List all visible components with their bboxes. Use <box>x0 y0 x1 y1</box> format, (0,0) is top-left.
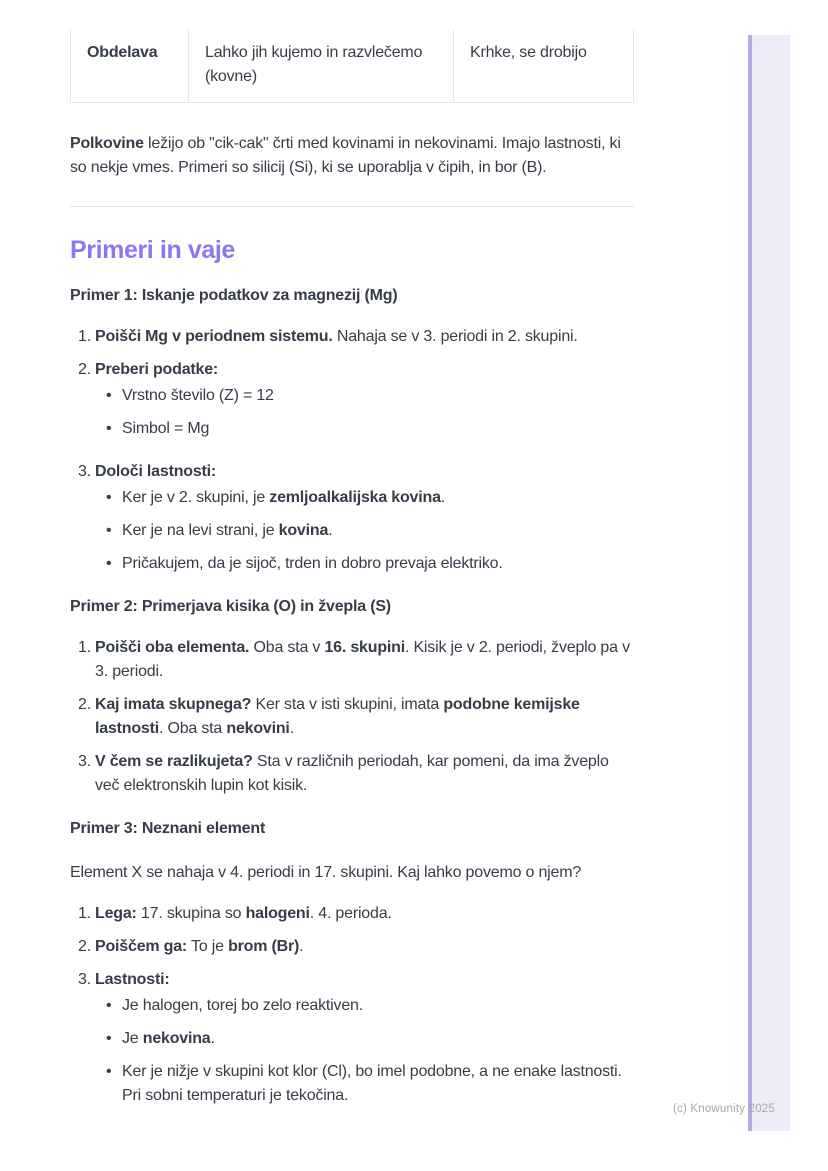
plain-text: Ker sta v isti skupini, imata <box>251 696 444 713</box>
bold-text: V čem se razlikujeta? <box>95 753 253 770</box>
section-title: Primeri in vaje <box>70 236 235 264</box>
step-item <box>95 325 634 349</box>
plain-text: . <box>289 720 294 737</box>
bullet-item <box>122 417 634 441</box>
bold-text: 16. skupini <box>324 639 405 656</box>
bold-text: Poiščem ga: <box>95 938 188 955</box>
plain-text: Oba sta v <box>249 639 325 656</box>
bold-text: Poišči oba elementa. <box>95 639 250 656</box>
plain-text: Ker je v 2. skupini, je <box>122 489 270 506</box>
scrollbar-track[interactable] <box>752 35 790 1131</box>
plain-text: 17. skupina so <box>136 905 246 922</box>
bold-text: Lega: <box>95 905 137 922</box>
plain-text: . <box>210 1030 215 1047</box>
plain-text: Vrstno število (Z) = 12 <box>122 387 274 404</box>
properties-table <box>70 30 634 103</box>
bullet-item <box>122 1060 634 1108</box>
step-item <box>95 902 634 926</box>
plain-text: . Kisik je v 2. periodi, žveplo pa v 3. periodi. <box>95 639 630 680</box>
example-intro: Element X se nahaja v 4. periodi in 17. skupini. Kaj lahko povemo o njem? <box>70 864 582 881</box>
plain-text: . Oba sta <box>159 720 227 737</box>
steps-list <box>70 902 634 1108</box>
bold-text: Lastnosti: <box>95 971 170 988</box>
plain-text: . <box>299 938 304 955</box>
sub-bullet-list <box>95 994 634 1108</box>
plain-text: Je halogen, torej bo zelo reaktiven. <box>122 997 363 1014</box>
step-item <box>95 968 634 1108</box>
bold-text: Kaj imata skupnega? <box>95 696 252 713</box>
bullet-item <box>122 384 634 408</box>
bold-text: Polkovine <box>70 135 144 152</box>
bold-text: Določi lastnosti: <box>95 463 217 480</box>
bullet-item <box>122 994 634 1018</box>
bold-text: nekovina <box>142 1030 211 1047</box>
plain-text: . <box>440 489 446 506</box>
bold-text: nekovini <box>226 720 290 737</box>
plain-text: Sta v različnih periodah, kar pomeni, da ima žveplo več elektronskih lupin kot kisik. <box>95 753 609 794</box>
example-heading: Primer 2: Primerjava kisika (O) in žvepla (S) <box>70 598 391 615</box>
plain-text: ležijo ob "cik-cak" črti med kovinami in nekovinami. Imajo lastnosti, ki so nekje vmes. Primeri so silicij (Si), ki se uporablja v čipih, in bor (B). <box>70 135 621 176</box>
bold-text: kovina <box>278 522 329 539</box>
property-name-cell: Obdelava <box>70 30 188 102</box>
bullet-item <box>122 1027 634 1051</box>
bold-text: Poišči Mg v periodnem sistemu. <box>95 328 333 345</box>
copyright-watermark: (c) Knowunity 2025 <box>672 1103 775 1115</box>
bullet-item <box>122 519 634 543</box>
plain-text: . <box>328 522 333 539</box>
bold-text: Preberi podatke: <box>95 361 219 378</box>
sub-bullet-list <box>95 486 634 576</box>
plain-text: Simbol = Mg <box>122 420 210 437</box>
bold-text: podobne kemijske lastnosti <box>95 696 580 737</box>
section-divider <box>70 206 634 207</box>
plain-text: To je <box>187 938 229 955</box>
steps-list <box>70 636 634 798</box>
bold-text: halogeni <box>245 905 310 922</box>
nonmetals-value-cell: Krhke, se drobijo <box>453 30 634 102</box>
plain-text: Ker je na levi strani, je <box>122 522 279 539</box>
scrollbar-thumb[interactable] <box>748 35 752 1131</box>
step-item <box>95 750 634 798</box>
examples-container <box>70 284 634 1108</box>
bold-text: brom (Br) <box>228 938 300 955</box>
plain-text: Pričakujem, da je sijoč, trden in dobro prevaja elektriko. <box>122 555 503 572</box>
step-item <box>95 636 634 684</box>
bullet-item <box>122 552 634 576</box>
metals-value-cell: Lahko jih kujemo in razvlečemo (kovne) <box>188 30 453 102</box>
step-item <box>95 693 634 741</box>
steps-list <box>70 325 634 576</box>
plain-text: Je <box>122 1030 143 1047</box>
bullet-item <box>122 486 634 510</box>
step-item <box>95 460 634 576</box>
plain-text: Ker je nižje v skupini kot klor (Cl), bo imel podobne, a ne enake lastnosti. Pri sobni temperaturi je tekočina. <box>122 1063 622 1104</box>
semimetals-paragraph <box>70 132 634 180</box>
example-heading: Primer 3: Neznani element <box>70 820 266 837</box>
step-item <box>95 358 634 441</box>
sub-bullet-list <box>95 384 634 441</box>
plain-text: . 4. perioda. <box>309 905 392 922</box>
bold-text: zemljoalkalijska kovina <box>269 489 441 506</box>
example-heading: Primer 1: Iskanje podatkov za magnezij (Mg) <box>70 287 398 304</box>
step-item <box>95 935 634 959</box>
plain-text: Nahaja se v 3. periodi in 2. skupini. <box>332 328 578 345</box>
document-content <box>70 0 634 1127</box>
